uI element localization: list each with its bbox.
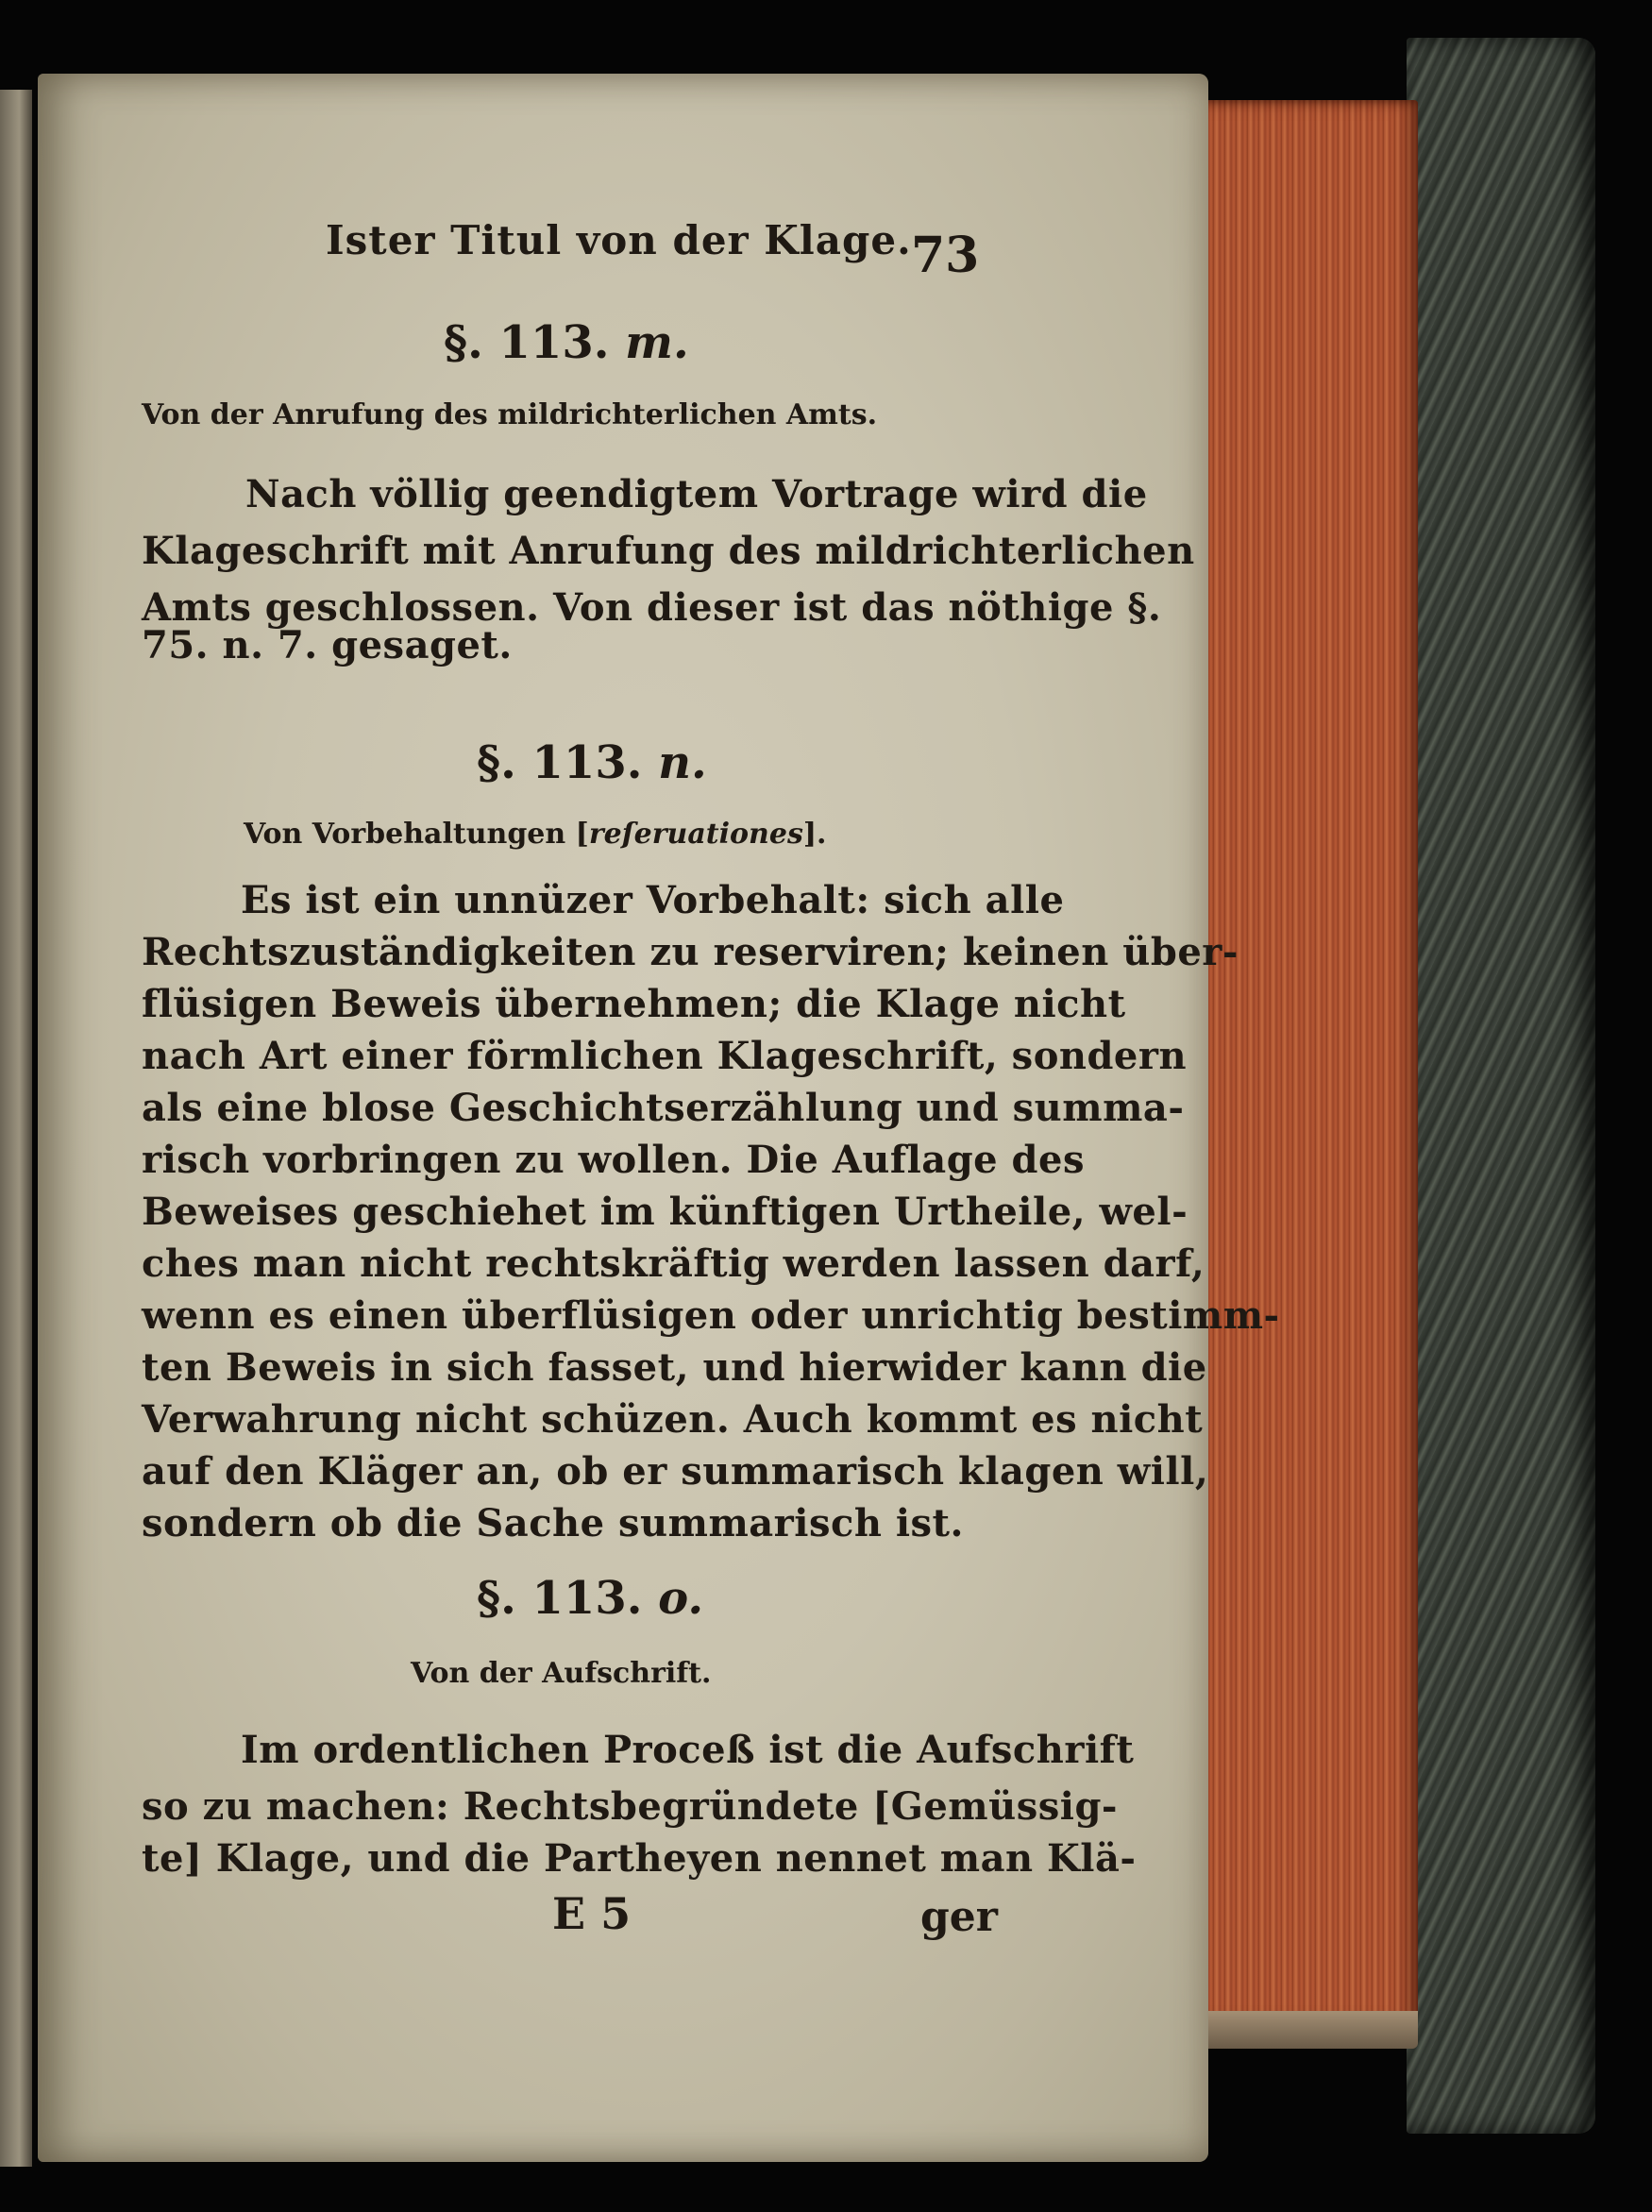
heading-text: Von Vorbehaltungen [ [244,818,589,851]
section-heading-n [244,818,826,851]
section-letter: m. [625,316,689,369]
section-number: §. 113. [477,1572,643,1625]
signature-mark: E 5 [552,1888,632,1939]
section-number: §. 113. [477,736,643,789]
text-line: Rechtszuständigkeiten zu reserviren; keinen über- [142,930,1239,974]
section-number-n [477,736,707,789]
heading-text: ]. [802,818,827,851]
text-line: Verwahrung nicht schüzen. Auch kommt es nicht [142,1397,1204,1442]
text-line: Im ordentlichen Proceß ist die Aufschrift [241,1728,1135,1772]
text-line: sondern ob die Sache summarisch ist. [142,1501,964,1545]
page-number: 73 [911,227,980,284]
book-cover [1407,38,1595,2134]
text-line: so zu machen: Rechtsbegründete [Gemüssig- [142,1784,1119,1829]
running-head: Ister Titul von der Klage. [326,217,912,263]
text-line: Klageschrift mit Anrufung des mildrichterlichen [142,529,1195,573]
section-number: §. 113. [444,316,610,369]
heading-latin: reſeruationes [588,818,803,851]
text-line: te] Klage, und die Partheyen nennet man Klä- [142,1836,1137,1881]
section-letter: o. [658,1572,704,1625]
text-line: risch vorbringen zu wollen. Die Auflage des [142,1138,1085,1182]
text-line: nach Art einer förmlichen Klageschrift, sondern [142,1034,1188,1078]
text-line: ten Beweis in sich fasset, und hierwider kann die [142,1345,1207,1390]
section-number-o [477,1572,703,1625]
text-line: auf den Kläger an, ob er summarisch klagen will, [142,1449,1209,1494]
text-line: wenn es einen überflüsigen oder unrichtig bestimm- [142,1293,1280,1338]
section-number-m [444,316,689,369]
section-heading-o: Von der Aufschrift. [411,1657,712,1690]
text-line: Beweises geschiehet im künftigen Urtheile, wel- [142,1190,1188,1234]
text-line: 75. n. 7. gesaget. [142,623,513,667]
text-line: Es ist ein unnüzer Vorbehalt: sich alle [241,878,1065,922]
text-line: Nach völlig geendigtem Vortrage wird die [245,472,1148,516]
page-fore-edge [1191,100,1418,2026]
catchword: ger [920,1893,998,1941]
text-line: flüsigen Beweis übernehmen; die Klage nicht [142,982,1126,1026]
text-line: Amts geschlossen. Von dieser ist das nöthige §. [142,585,1162,630]
text-line: als eine blose Geschichtserzählung und summa- [142,1086,1185,1130]
left-page-edge [0,90,32,2167]
section-letter: n. [658,736,707,789]
text-line: ches man nicht rechtskräftig werden lassen darf, [142,1241,1205,1286]
section-heading-m: Von der Anrufung des mildrichterlichen Amts. [142,398,878,431]
page-fore-edge-bottom [1191,2011,1418,2049]
